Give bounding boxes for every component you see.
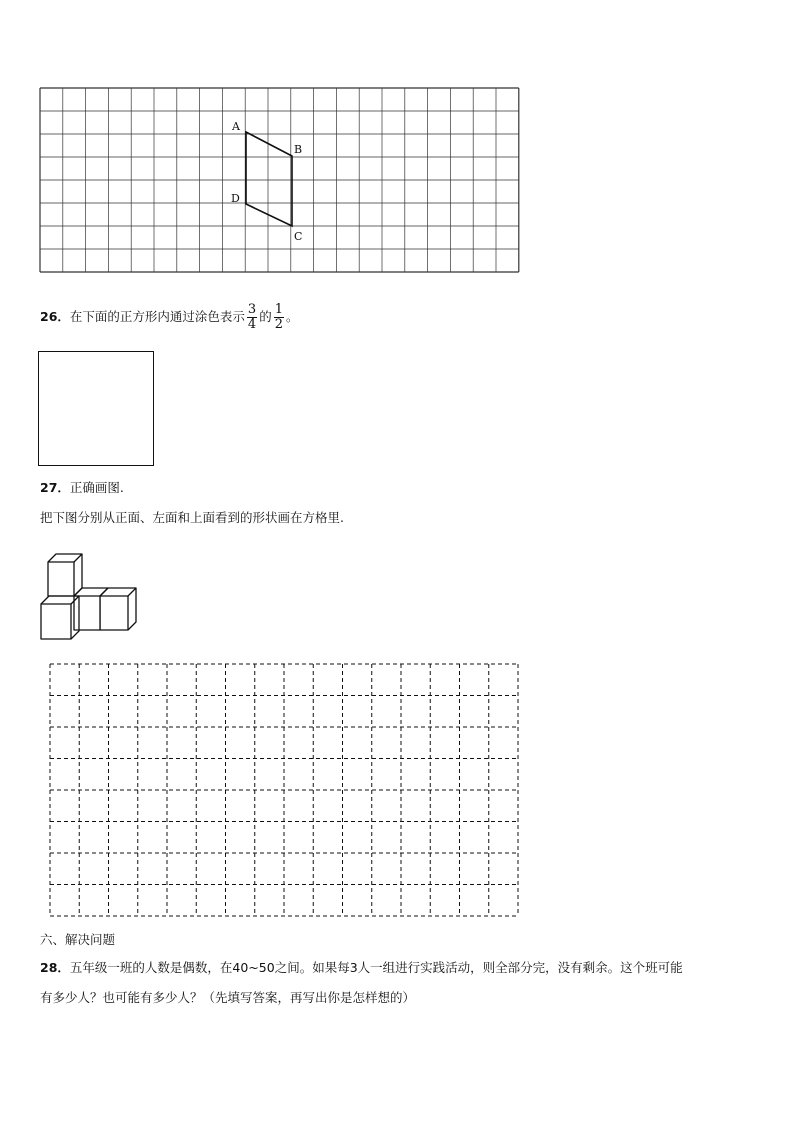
question-28-line-2: 有多少人？也可能有多少人？（先填写答案，再写出你是怎样想的）: [40, 990, 416, 1005]
shading-square[interactable]: [38, 351, 154, 466]
solid-grid-lines: [40, 88, 519, 272]
question-text-mid: 的: [259, 309, 272, 324]
question-title: 正确画图.: [69, 480, 124, 495]
cube-top: [48, 554, 82, 596]
cube-figure: [38, 548, 138, 643]
fraction-one-half: $\frac{1}{2}$: [274, 302, 283, 332]
section-6-title: 六、解决问题: [40, 932, 116, 947]
question-text: 五年级一班的人数是偶数，在40~50之间。如果每3人一组进行实践活动，则全部分完，没有剩余。这个班可能: [69, 960, 683, 975]
question-number: 26．: [40, 309, 70, 324]
vertex-label-c: C: [294, 230, 303, 243]
fraction-three-quarters: $\frac{3}{4}$: [247, 302, 257, 332]
cube-bottom-3: [100, 588, 136, 630]
quadrilateral-abcd: [246, 132, 292, 226]
dashed-grid-lines: [50, 664, 518, 916]
dashed-drawing-grid[interactable]: [48, 662, 524, 918]
question-number: 27．: [40, 480, 70, 495]
vertex-label-b: B: [294, 143, 303, 156]
question-number: 28．: [40, 960, 70, 975]
vertex-label-a: A: [232, 120, 240, 133]
question-27-title: [40, 480, 124, 496]
question-text-after: 。: [286, 309, 299, 324]
question-26: [40, 303, 299, 332]
cube-bottom-1: [41, 596, 79, 639]
question-27-instruction: 把下图分别从正面、左面和上面看到的形状画在方格里.: [40, 510, 344, 525]
vertex-label-d: D: [231, 192, 240, 205]
grid-figure: [38, 86, 522, 276]
question-28-line-1: [40, 960, 683, 976]
question-text-before: 在下面的正方形内通过涂色表示: [69, 309, 245, 324]
